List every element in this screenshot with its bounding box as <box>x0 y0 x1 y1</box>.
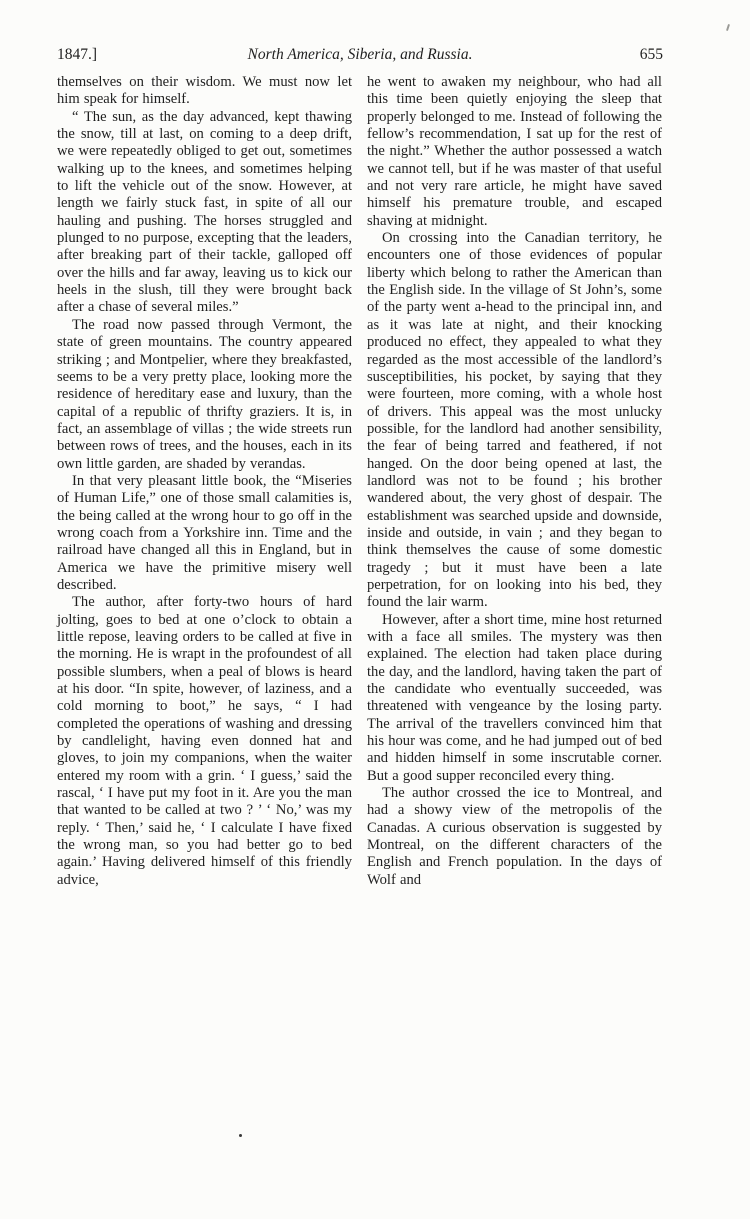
paragraph: themselves on their wisdom. We must now let him speak for himself. <box>57 74 352 108</box>
left-column <box>57 74 352 889</box>
page-header <box>57 46 663 68</box>
right-column <box>367 74 662 889</box>
ink-speck <box>239 1134 242 1137</box>
header-page-number: 655 <box>639 46 663 63</box>
paragraph: The author, after forty-two hours of hard jolting, goes to bed at one o’clock to obtain a little repose, leaving orders to be called at five in the morning. He is wrapt in the profoundest of all possible slumbers, when a peal of blows is heard at his door. “In spite, however, of laziness, and a cold morning to boot,” he says, “ I had completed the operations of washing and dressing by candlelight, having even donned hat and gloves, to join my companions, when the waiter entered my room with a grin. ‘ I guess,’ said the rascal, ‘ I have put my foot in it. Are you the man that wanted to be called at two ? ’ ‘ No,’ was my reply. ‘ Then,’ said he, ‘ I calculate I have fixed the wrong man, so you had better go to bed again.’ Having delivered himself of this friendly advice, <box>57 594 352 888</box>
header-date: 1847.] <box>57 46 98 63</box>
header-title: North America, Siberia, and Russia. <box>247 46 473 63</box>
text-block <box>57 46 663 889</box>
scan-artifact-mark <box>726 24 730 31</box>
paragraph: In that very pleasant little book, the “Miseries of Human Life,” one of those small calamities is, the being called at the wrong hour to go off in the wrong coach from a Yorkshire inn. Time and the railroad have changed all this in England, but in America we have the primitive misery well described. <box>57 472 353 593</box>
paragraph: The road now passed through Vermont, the state of green mountains. The country appeared striking ; and Montpelier, where they breakfasted, seems to be a very pretty place, looking more the residence of hereditary ease and luxury, than the capital of a republic of thrifty graziers. It is, in fact, an assemblage of villas ; the wide streets run between rows of trees, and the houses, each in its own little garden, are shaded by verandas. <box>57 316 352 472</box>
paragraph: he went to awaken my neighbour, who had all this time been quietly enjoying the sleep that properly belonged to me. Instead of following the fellow’s recommendation, I sat up for the rest of the night.” Whether the author possessed a watch we cannot tell, but if he was master of that useful and not very rare article, he might have saved himself his premature trouble, and escaped shaving at midnight. <box>367 74 662 229</box>
text-columns <box>57 74 663 889</box>
paragraph: However, after a short time, mine host returned with a face all smiles. The mystery was then explained. The election had taken place during the day, and the landlord, having taken the part of the candidate who eventually succeeded, was threatened with vengeance by the losing party. The arrival of the travellers convinced him that his hour was come, and he had jumped out of bed and hidden himself in some inscrutable corner. But a good supper reconciled every thing. <box>367 611 662 784</box>
paragraph: “ The sun, as the day advanced, kept thawing the snow, till at last, on coming to a deep drift, we were repeatedly obliged to get out, sometimes walking up to the knees, and sometimes helping to lift the vehicle out of the snow. However, at length we fairly stuck fast, in spite of all our hauling and pushing. The horses struggled and plunged to no purpose, excepting that the leaders, after breaking part of their tackle, galloped off over the hills and far away, leaving us to kick our heels in the slush, till they were brought back after a chase of several miles.” <box>57 108 352 316</box>
paragraph: On crossing into the Canadian territory, he encounters one of those evidences of popular liberty which belong to rather the American than the English side. In the village of St John’s, some of the party went a-head to the principal inn, and as it was late at night, and their knocking produced no effect, they appealed to what they regarded as the most accessible of the landlord’s susceptibilities, his pocket, by saying that they were fourteen, more coming, with a whole host of drivers. This appeal was the most unlucky possible, for the landlord had another sensibility, the fear of being tarred and feathered, if not hanged. On the door being opened at last, the landlord was not to be found ; his brother wandered about, the very ghost of despair. The establishment was searched upside and downside, inside and outside, in vain ; and they began to think themselves the cause of some domestic tragedy ; but it must have been a late perpetration, for on looking into his bed, they found the lair warm. <box>367 230 662 611</box>
paragraph: The author crossed the ice to Montreal, and had a showy view of the metropolis of the Canadas. A curious observation is suggested by Montreal, on the different characters of the English and French population. In the days of Wolf and <box>367 785 662 888</box>
